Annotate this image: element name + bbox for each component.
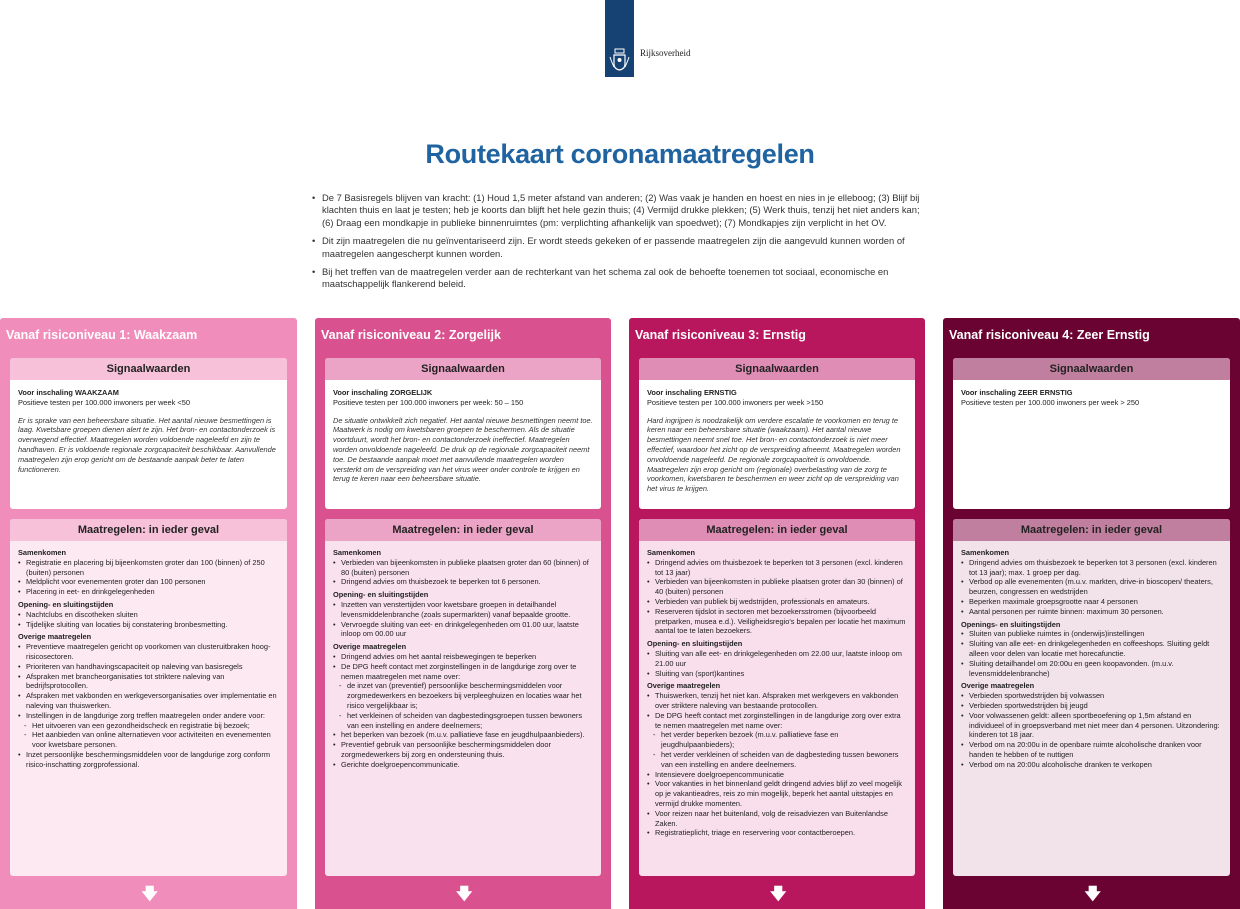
measure-item: - het verkleinen of scheiden van dagbestedingsgroepen tussen bewoners van een instelling en andere deelnemers; — [333, 711, 593, 731]
risk-level-1-column — [0, 318, 297, 909]
measure-item: • Inzet persoonlijke beschermingsmiddelen voor de langdurige zorg conform risico-inschatting zorgprofessional. — [18, 750, 279, 770]
intro-item: • Dit zijn maatregelen die nu geïnventariseerd zijn. Er wordt steeds gekeken of er passende maatregelen zijn die aangevuld kunnen worden of maatregelen aangescherpt kunnen worden. — [312, 235, 924, 260]
intro-item: • De 7 Basisregels blijven van kracht: (1) Houd 1,5 meter afstand van anderen; (2) Was vaak je handen en hoest en nies in je elleboog; (3) Blijf bij klachten thuis en laat je testen; heb je koorts dan blijft het hele gezin thuis; (4) Vermijd drukke plekken; (5) Werk thuis, tenzij het niet anders kan; (6) Draag een mondkapje in publieke binnenruimtes (pm: verplichting afhankelijk van spoedwet); (7) Mondkapjes zijn verplicht in het OV. — [312, 192, 924, 229]
measures-header: Maatregelen: in ieder geval — [10, 519, 287, 541]
signal-description: Hard ingrijpen is noodzakelijk om verdere escalatie te voorkomen en terug te keren naar een beheersbare situatie (waakzaam). Het aantal nieuwe besmettingen neemt snel toe. Het bron- en contactonderzoek is niet meer effectief, waardoor het zicht op de verspreiding afneemt. Maatregelen worden onvoldoende nageleefd. De regionale zorgcapaciteit is onvoldoende. Maatregelen zijn erop gericht om (regionale) overbelasting van de zorg te voorkomen, kwetsbaren te beschermen en weer zicht op de verspreiding van het virus te krijgen. — [647, 415, 901, 494]
measures-section-title: Openings- en sluitingstijden — [961, 619, 1061, 629]
measures-list — [647, 691, 907, 838]
measures-header: Maatregelen: in ieder geval — [953, 519, 1230, 541]
measure-item: • Tijdelijke sluiting van locaties bij constatering bronbesmetting. — [18, 620, 279, 630]
risk-level-3-column — [629, 318, 925, 909]
measures-section-title: Overige maatregelen — [647, 681, 721, 691]
measure-item: - Het aanbieden van online alternatieven voor activiteiten en evenementen voor kwetsbare personen. — [18, 730, 279, 750]
measures-section-title: Overige maatregelen — [18, 632, 92, 642]
signal-values-header: Signaalwaarden — [10, 358, 287, 380]
measures-list — [647, 649, 907, 678]
measures-list — [18, 610, 279, 630]
measure-item: • Vervroegde sluiting van eet- en drinkgelegenheden om 01.00 uur, laatste inloop om 00.00 uur — [333, 620, 593, 640]
measure-item: • Sluiting van (sport)kantines — [647, 669, 907, 679]
measure-item: - het verder verkleinen of scheiden van de dagbesteding tussen bewoners van een instelling en andere deelnemers. — [647, 750, 907, 770]
arrow-down-icon: 🡇 — [456, 886, 473, 903]
measure-item: • Aantal personen per ruimte binnen: maximum 30 personen. — [961, 607, 1222, 617]
measures-panel — [10, 519, 287, 876]
risk-level-2-column — [315, 318, 611, 909]
measures-body — [639, 541, 915, 838]
measures-list — [961, 629, 1222, 678]
measure-item: • Verbieden van publiek bij wedstrijden, professionals en amateurs. — [647, 597, 907, 607]
signal-values-body — [10, 380, 287, 474]
intro-item: • Bij het treffen van de maatregelen verder aan de rechterkant van het schema zal ook de behoefte toenemen tot sociaal, economische en maatschappelijk flankerend beleid. — [312, 266, 924, 291]
measures-list — [333, 652, 593, 770]
measure-item: • Dringend advies om het aantal reisbewegingen te beperken — [333, 652, 593, 662]
measure-item: • Reserveren tijdslot in sectoren met bezoekersstromen (bijvoorbeeld pretparken, musea e.d.). Veiligheidsregio's bepalen per locatie het maximum aantal toe te laten bezoekers. — [647, 607, 907, 636]
signal-lead: Voor inschaling WAAKZAAM — [18, 388, 119, 397]
measure-item: • Sluiting detailhandel om 20:00u en geen koopavonden. (m.u.v. levensmiddelenbranche) — [961, 659, 1222, 679]
signal-values-panel — [325, 358, 601, 509]
coat-of-arms-icon — [609, 48, 630, 72]
column-title: Vanaf risiconiveau 1: Waakzaam — [6, 328, 198, 342]
measures-section-title: Samenkomen — [333, 548, 382, 557]
measures-list — [961, 558, 1222, 617]
org-name: Rijksoverheid — [640, 48, 691, 58]
measure-item: • Afspraken met vakbonden en werkgeversorganisaties over implementatie en naleving van thuiswerken. — [18, 691, 279, 711]
measure-item: • Intensievere doelgroepencommunicatie — [647, 770, 907, 780]
measures-section-title: Samenkomen — [18, 548, 67, 557]
arrow-down-icon: 🡇 — [770, 886, 787, 903]
measures-list — [18, 642, 279, 769]
signal-threshold: Positieve testen per 100.000 inwoners per week: 50 – 150 — [333, 397, 524, 407]
signal-lead: Voor inschaling ZORGELIJK — [333, 388, 433, 397]
signal-threshold: Positieve testen per 100.000 inwoners per week >150 — [647, 397, 824, 407]
measure-item: - de inzet van (preventief) persoonlijke beschermingsmiddelen voor zorgmedewerkers en bezoekers bij verpleeghuizen en locaties waar het risico vergelijkbaar is; — [333, 681, 593, 710]
measures-panel — [639, 519, 915, 876]
measure-item: • Instellingen in de langdurige zorg treffen maatregelen onder andere voor: — [18, 711, 279, 721]
measure-item: • Voor vakanties in het binnenland geldt dringend advies blijf zo veel mogelijk op je vakantieadres, reis zo min mogelijk, beperk het aantal uitstapjes en vermijd drukke momenten. — [647, 779, 907, 808]
measures-section-title: Samenkomen — [647, 548, 696, 557]
measures-list — [961, 691, 1222, 769]
measure-item: • De DPG heeft contact met zorginstellingen in de langdurige zorg over extra te nemen maatregelen met name over: — [647, 711, 907, 731]
signal-values-body — [639, 380, 915, 494]
measures-section-title: Samenkomen — [961, 548, 1010, 557]
measure-item: • Verbieden van bijeenkomsten in publieke plaatsen groter dan 30 (binnen) of 40 (buiten) personen — [647, 577, 907, 597]
measure-item: • Preventieve maatregelen gericht op voorkomen van clusteruitbraken hoog-risicosectoren. — [18, 642, 279, 662]
measure-item: • het beperken van bezoek (m.u.v. palliatieve fase en jeugdhulpaanbieders). — [333, 730, 593, 740]
measure-item: • Dringend advies om thuisbezoek te beperken tot 3 personen (excl. kinderen tot 13 jaar) — [647, 558, 907, 578]
signal-lead: Voor inschaling ERNSTIG — [647, 388, 737, 397]
measure-item: - het verder beperken bezoek (m.u.v. palliatieve fase en jeugdhulpaanbieders); — [647, 730, 907, 750]
arrow-down-icon: 🡇 — [1084, 886, 1101, 903]
measure-item: • Registratieplicht, triage en reservering voor contactberoepen. — [647, 828, 907, 838]
measure-item: • Dringend advies om thuisbezoek te beperken tot 3 personen (excl. kinderen tot 13 jaar); max. 1 groep per dag. — [961, 558, 1222, 578]
measure-item: • Verbod om na 20:00u in de openbare ruimte alcoholische dranken voor handen te hebben of te nuttigen — [961, 740, 1222, 760]
signal-values-header: Signaalwaarden — [325, 358, 601, 380]
measure-item: • Inzetten van venstertijden voor kwetsbare groepen in detailhandel levensmiddelenbranche (zoals supermarkten) vanaf bepaalde grootte. — [333, 600, 593, 620]
measures-section-title: Opening- en sluitingstijden — [18, 599, 114, 609]
measures-header: Maatregelen: in ieder geval — [639, 519, 915, 541]
measures-section-title: Overige maatregelen — [961, 681, 1035, 691]
measures-section-title: Opening- en sluitingstijden — [647, 639, 743, 649]
signal-values-header: Signaalwaarden — [953, 358, 1230, 380]
intro-list — [312, 192, 924, 297]
measure-item: • Verbod op alle evenementen (m.u.v. markten, drive-in bioscopen/ theaters, beurzen, congressen en wedstrijden — [961, 577, 1222, 597]
measure-item: • Meldplicht voor evenementen groter dan 100 personen — [18, 577, 279, 587]
measure-item: • Preventief gebruik van persoonlijke beschermingsmiddelen door zorgmedewerkers bij zorg en ondersteuning thuis. — [333, 740, 593, 760]
measure-item: • Beperken maximale groepsgrootte naar 4 personen — [961, 597, 1222, 607]
measure-item: • Placering in eet- en drinkgelegenheden — [18, 587, 279, 597]
measures-body — [325, 541, 601, 770]
measure-item: • Afspraken met brancheorganisaties tot striktere naleving van bedrijfsprotocollen. — [18, 672, 279, 692]
measure-item: • Nachtclubs en discotheken sluiten — [18, 610, 279, 620]
measures-section-title: Opening- en sluitingstijden — [333, 590, 429, 600]
measure-item: • Verbieden van bijeenkomsten in publieke plaatsen groter dan 60 (binnen) of 80 (buiten) personen — [333, 558, 593, 578]
measure-item: • Registratie en placering bij bijeenkomsten groter dan 100 (binnen) of 250 (buiten) personen — [18, 558, 279, 578]
measures-list — [647, 558, 907, 636]
signal-values-panel — [953, 358, 1230, 509]
signal-threshold: Positieve testen per 100.000 inwoners per week <50 — [18, 397, 190, 407]
measures-list — [333, 558, 593, 587]
rijksoverheid-logo — [605, 0, 634, 77]
measure-item: • Verbieden sportwedstrijden bij volwassen — [961, 691, 1222, 701]
measure-item: • Gerichte doelgroepencommunicatie. — [333, 760, 593, 770]
signal-values-panel — [10, 358, 287, 509]
signal-values-body — [325, 380, 601, 484]
measures-list — [333, 600, 593, 639]
measures-header: Maatregelen: in ieder geval — [325, 519, 601, 541]
measure-item: • De DPG heeft contact met zorginstellingen in de langdurige zorg over te nemen maatregelen met name over: — [333, 662, 593, 682]
column-title: Vanaf risiconiveau 3: Ernstig — [635, 328, 806, 342]
column-title: Vanaf risiconiveau 2: Zorgelijk — [321, 328, 501, 342]
measure-item: • Verbod om na 20:00u alcoholische dranken te verkopen — [961, 760, 1222, 770]
measure-item: • Dringend advies om thuisbezoek te beperken tot 6 personen. — [333, 577, 593, 587]
measure-item: • Voor reizen naar het buitenland, volg de reisadviezen van Buitenlandse Zaken. — [647, 809, 907, 829]
measure-item: - Het uitvoeren van een gezondheidscheck en registratie bij bezoek; — [18, 721, 279, 731]
measure-item: • Sluiting van alle eet- en drinkgelegenheden en coffeeshops. Sluiting geldt alleen voor delen van locatie met horecafunctie. — [961, 639, 1222, 659]
signal-values-header: Signaalwaarden — [639, 358, 915, 380]
arrow-down-icon: 🡇 — [141, 886, 158, 903]
measure-item: • Sluiting van alle eet- en drinkgelegenheden om 22.00 uur, laatste inloop om 21.00 uur — [647, 649, 907, 669]
page-title: Routekaart coronamaatregelen — [425, 139, 815, 169]
signal-description: Er is sprake van een beheersbare situatie. Het aantal nieuwe besmettingen is laag. Kwetsbare groepen dienen alert te zijn. Het bron- en contactonderzoek is overwegend effectief. Maatregelen worden voldoende nageleefd en zijn te handhaven. Er is voldoende regionale zorgcapaciteit beschikbaar. Aanvullende maatregelen zijn erop gericht om de bestaande aanpak beter te laten functioneren. — [18, 415, 276, 474]
measure-item: • Voor volwassenen geldt: alleen sportbeoefening op 1,5m afstand en individueel of in groepsverband met niet meer dan 4 personen. Uitzondering: kinderen tot 18 jaar. — [961, 711, 1222, 740]
measures-panel — [325, 519, 601, 876]
signal-values-body — [953, 380, 1230, 408]
measures-panel — [953, 519, 1230, 876]
measures-list — [18, 558, 279, 597]
measure-item: • Sluiten van publieke ruimtes in (onderwijs)instellingen — [961, 629, 1222, 639]
measures-section-title: Overige maatregelen — [333, 642, 407, 652]
measure-item: • Verbieden sportwedstrijden bij jeugd — [961, 701, 1222, 711]
signal-description: De situatie ontwikkelt zich negatief. Het aantal nieuwe besmettingen neemt toe. Maatwerk is nodig om kwetsbaren groepen te beschermen. Als de situatie voortduurt, wordt het bron- en contactonderzoek ineffectief. Maatregelen worden onvoldoende nageleefd. De druk op de regionale zorgcapaciteit neemt toe. De bestaande aanpak moet met aanvullende maatregelen worden versterkt om de verspreiding van het virus weer onder controle te krijgen en terug te keren naar een beheersbare situatie. — [333, 415, 593, 484]
measure-item: • Thuiswerken, tenzij het niet kan. Afspraken met werkgevers en vakbonden over striktere naleving van bestaande protocollen. — [647, 691, 907, 711]
signal-threshold: Positieve testen per 100.000 inwoners per week > 250 — [961, 397, 1140, 407]
measure-item: • Prioriteren van handhavingscapaciteit op naleving van basisregels — [18, 662, 279, 672]
signal-lead: Voor inschaling ZEER ERNSTIG — [961, 388, 1073, 397]
measures-body — [10, 541, 287, 770]
column-title: Vanaf risiconiveau 4: Zeer Ernstig — [949, 328, 1150, 342]
risk-level-4-column — [943, 318, 1240, 909]
signal-values-panel — [639, 358, 915, 509]
measures-body — [953, 541, 1230, 770]
